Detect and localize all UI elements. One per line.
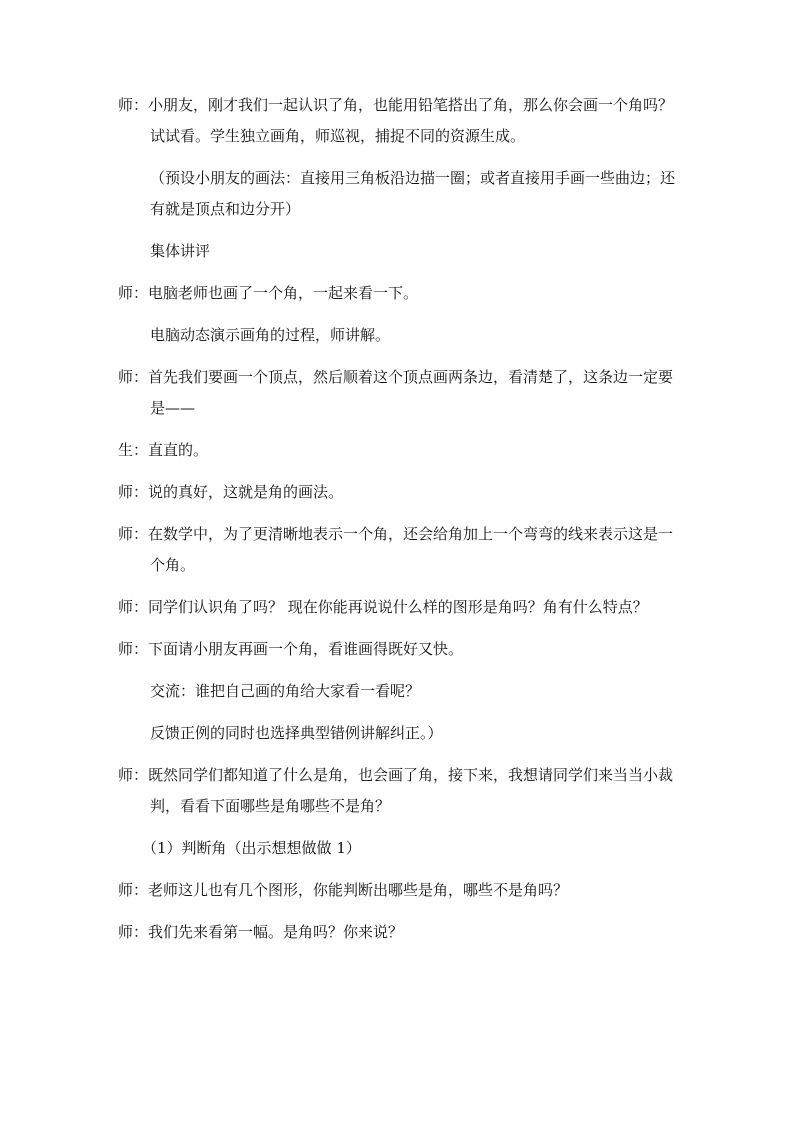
paragraph: 师：既然同学们都知道了什么是角，也会画了角，接下来，我想请同学们来当当小裁判，看看下面哪些是角哪些不是角？: [118, 766, 674, 815]
paragraph: 师：老师这儿也有几个图形，你能判断出哪些是角，哪些不是角吗？: [118, 881, 569, 899]
paragraph: 师：下面请小朋友再画一个角，看谁画得既好又快。: [118, 640, 464, 658]
paragraph: 师：同学们认识角了吗？ 现在你能再说说什么样的图形是角吗？角有什么特点？: [118, 598, 648, 616]
paragraph: 电脑动态演示画角的过程，师讲解。: [150, 326, 391, 344]
paragraph: 生：直直的。: [118, 441, 209, 459]
paragraph: （预设小朋友的画法：直接用三角板沿边描一圈；或者直接用手画一些曲边；还有就是顶点和边分开）: [150, 169, 676, 218]
document-body: [118, 90, 678, 959]
paragraph: 交流：谁把自己画的角给大家看一看呢？: [150, 682, 421, 700]
paragraph: 师：说的真好，这就是角的画法。: [118, 483, 344, 501]
paragraph: 反馈正例的同时也选择典型错例讲解纠正。）: [150, 724, 443, 742]
paragraph: 师：小朋友，刚才我们一起认识了角，也能用铅笔搭出了角，那么你会画一个角吗？试试看。学生独立画角，师巡视，捕捉不同的资源生成。: [118, 96, 674, 145]
paragraph: 集体讲评: [150, 242, 211, 260]
paragraph: 师：在数学中，为了更清晰地表示一个角，还会给角加上一个弯弯的线来表示这是一个角。: [118, 525, 674, 574]
paragraph: 师：电脑老师也画了一个角，一起来看一下。: [118, 284, 419, 302]
paragraph: （1）判断角（出示想想做做 1）: [142, 839, 361, 857]
paragraph: 师：我们先来看第一幅。是角吗？你来说？: [118, 923, 404, 941]
paragraph: 师：首先我们要画一个顶点，然后顺着这个顶点画两条边，看清楚了，这条边一定要是——: [118, 368, 674, 417]
